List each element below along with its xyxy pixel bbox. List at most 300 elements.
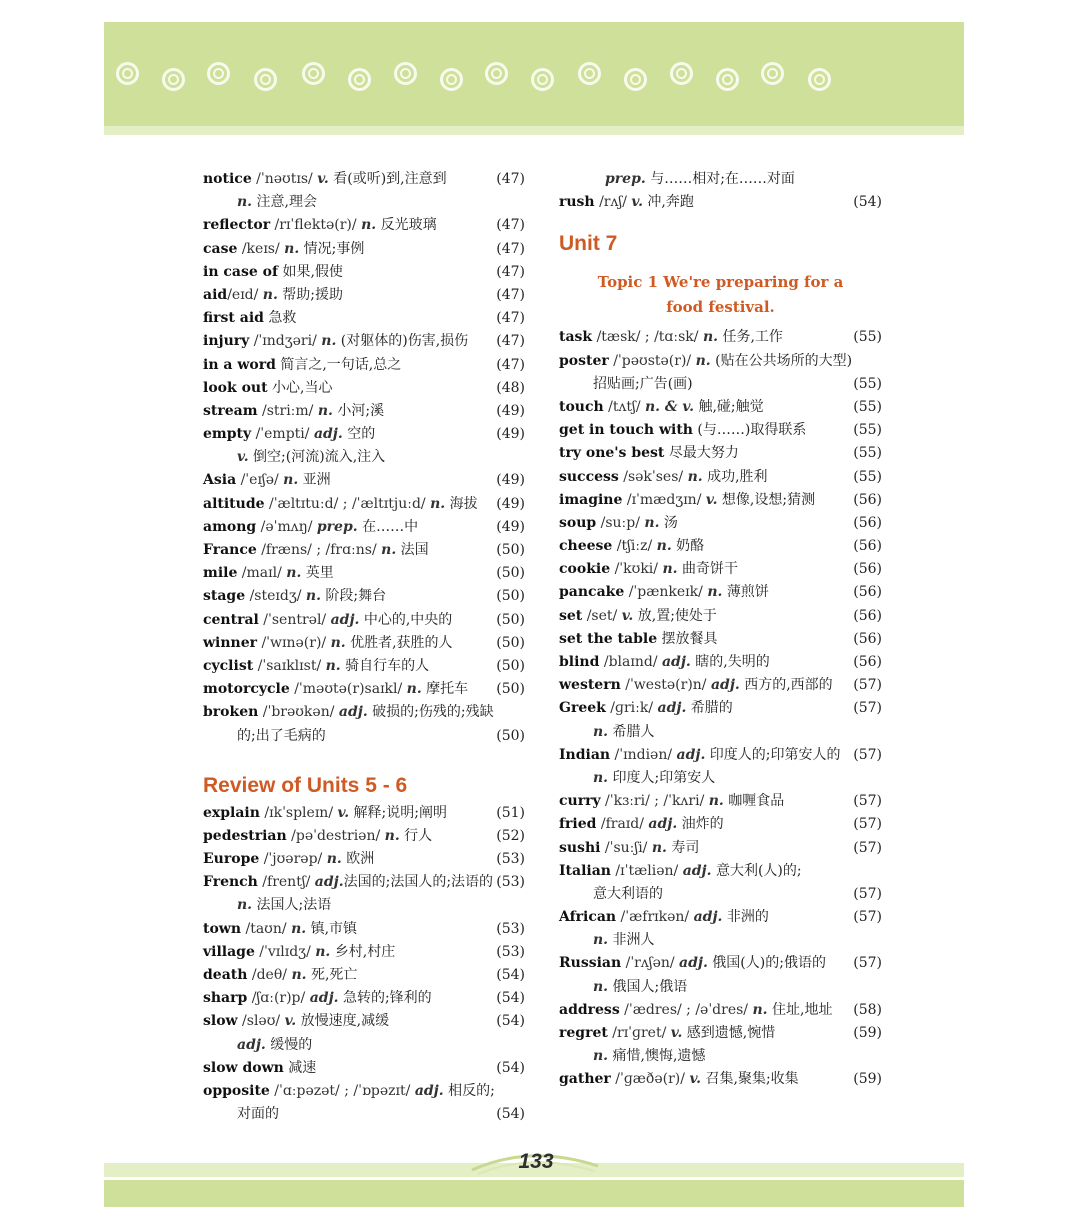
page-ref: (59) xyxy=(853,1071,882,1088)
entry-text xyxy=(559,837,699,860)
page-ref: (56) xyxy=(853,630,882,647)
headword: fried xyxy=(559,816,597,833)
vocab-entry xyxy=(559,929,882,952)
vocab-entry xyxy=(559,605,882,628)
entry-text xyxy=(203,562,334,585)
vocab-entry xyxy=(559,883,882,906)
entry-text xyxy=(559,999,832,1022)
page-ref: (57) xyxy=(853,677,882,694)
headword: task xyxy=(559,329,593,346)
page-ref: (47) xyxy=(496,217,525,234)
chinese-meaning: 注意,理会 xyxy=(252,194,317,211)
headword: reflector xyxy=(203,217,271,234)
vocab-entry xyxy=(559,419,882,442)
chinese-meaning: 油炸的 xyxy=(677,816,724,833)
vocab-entry xyxy=(203,261,525,284)
entry-text xyxy=(559,1045,705,1068)
entry-text xyxy=(203,423,375,446)
part-of-speech: n. xyxy=(262,286,278,303)
chinese-meaning: 摩托车 xyxy=(421,681,469,698)
chinese-meaning: 如果,假使 xyxy=(278,263,343,280)
vocab-entry xyxy=(203,377,525,400)
phonetic: /fraɪd/ xyxy=(596,816,649,833)
part-of-speech: adj. xyxy=(657,700,687,717)
page-ref: (55) xyxy=(853,445,882,462)
headword: pancake xyxy=(559,584,625,601)
phonetic: /rɪˈɡret/ xyxy=(607,1025,671,1041)
part-of-speech: adj. xyxy=(338,704,368,721)
part-of-speech: n. xyxy=(361,217,377,234)
entry-text xyxy=(203,987,432,1010)
vocab-entry xyxy=(559,396,882,419)
page-ref: (53) xyxy=(496,851,525,868)
entry-text xyxy=(203,469,331,492)
part-of-speech: adj. xyxy=(693,909,723,926)
entry-text xyxy=(203,214,437,237)
vocab-entry xyxy=(203,848,525,871)
entry-text xyxy=(203,941,395,964)
chinese-meaning: 缓慢的 xyxy=(265,1036,313,1053)
page-ref: (54) xyxy=(853,194,882,211)
headword: Italian xyxy=(559,862,611,879)
chinese-meaning: 倒空;(河流)流入,注入 xyxy=(248,449,386,466)
page-ref: (53) xyxy=(496,874,525,891)
vocab-entry xyxy=(203,1103,525,1126)
chinese-meaning: (贴在公共场所的大型) xyxy=(710,352,853,369)
chinese-meaning: 非洲人 xyxy=(608,932,655,949)
headword: set xyxy=(559,607,583,624)
chinese-meaning: 解释;说明;阐明 xyxy=(349,804,447,821)
part-of-speech: n. xyxy=(406,681,422,698)
chinese-meaning: 中心的,中央的 xyxy=(359,611,453,628)
entry-text xyxy=(203,678,468,701)
headword: town xyxy=(203,920,242,937)
chinese-meaning: 情况;事例 xyxy=(299,240,365,257)
entry-text xyxy=(203,1010,389,1033)
headword: case xyxy=(203,240,238,257)
phonetic: /ˈnəʊtɪs/ xyxy=(251,171,318,187)
page-ref: (53) xyxy=(496,920,525,937)
vocab-entry xyxy=(559,442,882,465)
vocab-entry xyxy=(203,725,525,748)
entry-text xyxy=(203,516,418,539)
vocab-entry xyxy=(203,941,525,964)
part-of-speech: n. xyxy=(326,851,342,868)
part-of-speech: adj. xyxy=(309,990,339,1007)
phonetic: /ˈjʊərəp/ xyxy=(259,851,327,868)
ring-icon xyxy=(485,62,508,85)
part-of-speech: adj. xyxy=(648,816,678,833)
headword: cheese xyxy=(559,538,613,555)
phonetic: /ˈvɪlɪdʒ/ xyxy=(254,943,316,960)
entry-text xyxy=(203,1057,316,1080)
phonetic: /ˈwestə(r)n/ xyxy=(620,677,711,694)
chinese-meaning: 召集,聚集;收集 xyxy=(701,1071,799,1088)
phonetic: /sləʊ/ xyxy=(237,1013,285,1030)
vocab-entry xyxy=(559,790,882,813)
headword: opposite xyxy=(203,1082,270,1099)
page-ref: (55) xyxy=(853,468,882,485)
chinese-meaning: 寿司 xyxy=(666,839,700,856)
entry-text xyxy=(203,655,429,678)
ring-icon xyxy=(207,62,230,85)
phonetic: /ˈɪndiən/ xyxy=(610,746,677,763)
headword: stage xyxy=(203,588,246,605)
phonetic: /ɡriːk/ xyxy=(605,700,658,717)
vocab-entry xyxy=(203,284,525,307)
header-band xyxy=(104,22,964,126)
ring-icon xyxy=(670,62,693,85)
page-ref: (57) xyxy=(853,909,882,926)
entry-text xyxy=(559,168,795,191)
phonetic: /ˈkɜːri/ ; /ˈkʌri/ xyxy=(600,793,709,810)
page-ref: (56) xyxy=(853,584,882,601)
phonetic: /maɪl/ xyxy=(237,565,287,582)
chinese-meaning: 成功,胜利 xyxy=(702,468,768,485)
page-ref: (47) xyxy=(496,240,525,257)
vocab-entry xyxy=(559,326,882,349)
part-of-speech: n. xyxy=(593,769,609,786)
entry-text xyxy=(203,330,468,353)
part-of-speech: n. xyxy=(315,943,331,960)
page-ref: (56) xyxy=(853,654,882,670)
headword: motorcycle xyxy=(203,681,290,698)
ring-icon xyxy=(808,68,831,91)
chinese-meaning: 希腊的 xyxy=(686,700,733,717)
part-of-speech: n. xyxy=(593,723,609,740)
chinese-meaning: 相反的; xyxy=(443,1082,495,1099)
page-ref: (56) xyxy=(853,491,882,508)
page-ref: (52) xyxy=(496,827,525,844)
phonetic: /eɪd/ xyxy=(227,286,263,303)
vocab-entry xyxy=(203,191,525,214)
headword: curry xyxy=(559,793,601,810)
vocab-entry xyxy=(203,678,525,701)
phonetic: /tʃiːz/ xyxy=(612,538,657,555)
page-ref: (57) xyxy=(853,793,882,810)
vocab-entry xyxy=(203,493,525,516)
entry-text xyxy=(559,558,738,581)
phonetic: /steɪdʒ/ xyxy=(245,588,306,605)
entry-text xyxy=(203,191,317,214)
page-ref: (49) xyxy=(496,518,525,535)
entry-text xyxy=(559,605,717,628)
headword: central xyxy=(203,611,259,628)
review-title: Review of Units 5 - 6 xyxy=(203,773,408,797)
vocab-entry xyxy=(203,964,525,987)
part-of-speech: adj. xyxy=(314,874,344,891)
headword: injury xyxy=(203,333,250,350)
chinese-meaning: 看(或听)到,注意到 xyxy=(328,171,447,187)
entry-text xyxy=(203,825,432,848)
headword: France xyxy=(203,542,257,558)
part-of-speech: adj. xyxy=(676,746,706,763)
vocab-entry xyxy=(559,373,882,396)
headword: regret xyxy=(559,1025,608,1041)
vocab-entry xyxy=(203,987,525,1010)
phonetic: /ˈsentrəl/ xyxy=(258,611,331,628)
headword: try one's best xyxy=(559,445,665,462)
entry-text xyxy=(203,725,326,748)
topic-title-line-2: food festival. xyxy=(666,298,775,317)
ring-icon xyxy=(348,68,371,91)
part-of-speech: n. xyxy=(662,561,678,578)
part-of-speech: v. xyxy=(284,1013,297,1030)
vocab-entry xyxy=(203,701,525,724)
entry-text xyxy=(203,1103,279,1126)
headword: get in touch with xyxy=(559,422,693,439)
entry-text xyxy=(203,871,493,894)
entry-text xyxy=(559,512,678,535)
phonetic: /keɪs/ xyxy=(237,240,285,257)
page-ref: (50) xyxy=(496,727,525,744)
entry-text xyxy=(559,883,663,906)
part-of-speech: adj. xyxy=(710,677,740,694)
page-ref: (57) xyxy=(853,816,882,833)
right-column xyxy=(559,168,882,1092)
chinese-meaning: 想像,设想;猜测 xyxy=(717,491,816,508)
entry-text xyxy=(203,918,357,941)
entry-text xyxy=(203,1034,312,1057)
chinese-meaning: 希腊人 xyxy=(608,723,655,740)
chinese-meaning: 骑自行车的人 xyxy=(340,657,430,674)
entry-text xyxy=(203,261,343,284)
page-ref: (50) xyxy=(496,681,525,698)
chinese-meaning: 冲,奔跑 xyxy=(642,194,694,211)
chinese-meaning: 奶酪 xyxy=(671,538,705,555)
phonetic: /ˈɡæðə(r)/ xyxy=(610,1071,690,1088)
page-ref: (58) xyxy=(853,1001,882,1018)
entry-text xyxy=(203,1080,495,1103)
vocab-list-review xyxy=(203,802,525,1127)
vocab-entry xyxy=(559,651,882,674)
page-ref: (56) xyxy=(853,607,882,624)
vocab-entry xyxy=(559,674,882,697)
vocab-entry xyxy=(559,535,882,558)
headword: French xyxy=(203,874,258,891)
page-ref: (57) xyxy=(853,746,882,763)
entry-text xyxy=(203,848,374,871)
part-of-speech: v. xyxy=(237,449,249,466)
entry-text xyxy=(559,350,852,373)
part-of-speech: n. xyxy=(317,402,333,419)
chinese-meaning: 法国人;法语 xyxy=(252,897,332,914)
entry-text xyxy=(203,238,364,261)
page-ref: (54) xyxy=(496,1059,525,1076)
phonetic: /striːm/ xyxy=(257,402,318,419)
headword: slow xyxy=(203,1013,238,1030)
vocab-entry xyxy=(559,489,882,512)
headword: mile xyxy=(203,565,238,582)
chinese-meaning: 薄煎饼 xyxy=(722,584,769,601)
entry-text xyxy=(203,168,447,191)
phonetic: /ɪˈmædʒɪn/ xyxy=(622,491,706,508)
page-ref: (56) xyxy=(853,538,882,555)
chinese-meaning: 任务,工作 xyxy=(718,329,783,346)
vocab-entry xyxy=(203,1010,525,1033)
phonetic: /ˈpəʊstə(r)/ xyxy=(608,352,696,369)
headword: sharp xyxy=(203,990,248,1007)
page-ref: (49) xyxy=(496,426,525,443)
page-number: 133 xyxy=(518,1150,554,1173)
part-of-speech: n. xyxy=(384,827,400,844)
page-ref: (57) xyxy=(853,955,882,972)
entry-text xyxy=(559,373,693,396)
headword: stream xyxy=(203,402,258,419)
entry-text xyxy=(559,929,655,952)
phonetic: /səkˈses/ xyxy=(618,468,688,485)
part-of-speech: v. xyxy=(670,1025,683,1041)
headword: winner xyxy=(203,634,258,651)
vocab-entry xyxy=(559,191,882,214)
entry-text xyxy=(559,952,826,975)
phonetic: /ˈrʌʃən/ xyxy=(621,955,680,972)
vocab-entry xyxy=(203,516,525,539)
chinese-meaning: 痛惜,懊悔,遗憾 xyxy=(608,1048,706,1065)
page-ref: (50) xyxy=(496,542,525,558)
vocab-entry xyxy=(203,214,525,237)
page-ref: (47) xyxy=(496,333,525,350)
entry-text xyxy=(559,790,784,813)
chinese-meaning: 印度人的;印第安人的 xyxy=(705,746,841,763)
chinese-meaning: 与……相对;在……对面 xyxy=(645,171,795,187)
vocab-entry xyxy=(203,632,525,655)
chinese-meaning: 空的 xyxy=(342,426,376,443)
vocab-entry xyxy=(203,330,525,353)
unit-title: Unit 7 xyxy=(559,232,618,256)
part-of-speech: n. xyxy=(286,565,302,582)
vocab-entry xyxy=(203,354,525,377)
vocab-entry xyxy=(559,976,882,999)
entry-text xyxy=(559,744,841,767)
vocab-entry xyxy=(203,825,525,848)
headword: village xyxy=(203,943,255,960)
entry-text xyxy=(559,442,739,465)
vocab-entry xyxy=(559,512,882,535)
chinese-meaning: 急转的;锋利的 xyxy=(338,990,432,1007)
part-of-speech: n. xyxy=(752,1001,768,1018)
entry-text xyxy=(559,419,806,442)
chinese-meaning: 俄国人;俄语 xyxy=(608,978,688,995)
page-ref: (57) xyxy=(853,700,882,717)
entry-text xyxy=(559,813,724,836)
page-ref: (49) xyxy=(496,402,525,419)
headword: Europe xyxy=(203,851,260,868)
vocab-entry xyxy=(203,609,525,632)
headword: touch xyxy=(559,398,604,415)
part-of-speech: v. xyxy=(705,491,718,508)
entry-text xyxy=(559,326,783,349)
phonetic: /ˈməʊtə(r)saɪkl/ xyxy=(289,681,407,698)
phonetic: /əˈmʌŋ/ xyxy=(256,518,317,535)
page-ref: (55) xyxy=(853,329,882,346)
ring-decoration xyxy=(104,22,964,126)
page-ref: (49) xyxy=(496,472,525,489)
entry-text xyxy=(203,585,386,608)
chinese-meaning: 放慢速度,减缓 xyxy=(296,1013,390,1030)
part-of-speech: n. xyxy=(283,472,299,489)
part-of-speech: v. xyxy=(317,171,329,187)
vocab-entry xyxy=(203,539,525,562)
vocab-entry xyxy=(559,558,882,581)
phonetic: /taʊn/ xyxy=(241,920,292,937)
chinese-meaning: 小心,当心 xyxy=(267,379,333,396)
entry-text xyxy=(559,489,815,512)
phonetic: /ˈæfrɪkən/ xyxy=(616,909,694,926)
chinese-meaning: 放,置;使处于 xyxy=(633,607,717,624)
part-of-speech: adj. xyxy=(237,1036,266,1053)
phonetic: /ˈsuːʃi/ xyxy=(600,839,652,856)
vocab-entry xyxy=(203,562,525,585)
chinese-meaning: 意大利(人)的; xyxy=(711,862,802,879)
vocab-entry xyxy=(203,307,525,330)
chinese-meaning: 法国的;法国人的;法语的 xyxy=(343,874,494,891)
vocab-list-left xyxy=(203,168,525,748)
chinese-meaning: 小河;溪 xyxy=(332,402,385,419)
page-ref: (54) xyxy=(496,967,525,983)
part-of-speech: n. xyxy=(644,514,660,531)
part-of-speech: v. xyxy=(337,804,350,821)
chinese-meaning: 的;出了毛病的 xyxy=(237,727,326,744)
chinese-meaning: 感到遗憾,惋惜 xyxy=(682,1025,776,1041)
headword: poster xyxy=(559,352,609,369)
vocab-entry xyxy=(559,168,882,191)
entry-text xyxy=(559,1068,799,1091)
part-of-speech: n. xyxy=(695,352,711,369)
part-of-speech: n. & v. xyxy=(644,398,695,415)
entry-text xyxy=(203,609,452,632)
headword: rush xyxy=(559,194,595,211)
headword: western xyxy=(559,677,621,694)
page-ref: (55) xyxy=(853,422,882,439)
vocab-list-right xyxy=(559,326,882,1091)
headword: empty xyxy=(203,426,252,443)
phonetic: /ˈkʊki/ xyxy=(610,561,663,578)
part-of-speech: n. xyxy=(430,495,446,512)
entry-text xyxy=(559,906,769,929)
page-ref: (53) xyxy=(496,943,525,960)
headword: first aid xyxy=(203,310,264,327)
vocab-entry xyxy=(559,721,882,744)
vocab-entry xyxy=(559,1068,882,1091)
headword: African xyxy=(559,909,617,926)
phonetic: /rɪˈflektə(r)/ xyxy=(270,217,362,234)
chinese-meaning: (与……)取得联系 xyxy=(692,422,807,439)
headword: look out xyxy=(203,379,268,396)
phonetic: /ˈempti/ xyxy=(251,426,314,443)
part-of-speech: n. xyxy=(651,839,667,856)
headword: broken xyxy=(203,704,259,721)
left-column xyxy=(203,168,525,1126)
part-of-speech: v. xyxy=(621,607,634,624)
headword: notice xyxy=(203,171,252,187)
vocab-entry xyxy=(559,860,882,883)
ring-icon xyxy=(716,68,739,91)
entry-text xyxy=(559,466,768,489)
entry-text xyxy=(559,697,733,720)
part-of-speech: n. xyxy=(593,932,609,949)
page-ref: (48) xyxy=(496,379,525,396)
part-of-speech: n. xyxy=(237,194,253,211)
part-of-speech: n. xyxy=(237,897,253,914)
chinese-meaning: 破损的;伤残的;残缺 xyxy=(367,704,494,721)
vocab-entry xyxy=(203,400,525,423)
vocab-entry xyxy=(559,581,882,604)
vocab-entry xyxy=(559,350,882,373)
phonetic: /ˈbrəʊkən/ xyxy=(258,704,339,721)
chinese-meaning: 急救 xyxy=(263,310,297,327)
chinese-meaning: 优胜者,获胜的人 xyxy=(345,634,453,651)
